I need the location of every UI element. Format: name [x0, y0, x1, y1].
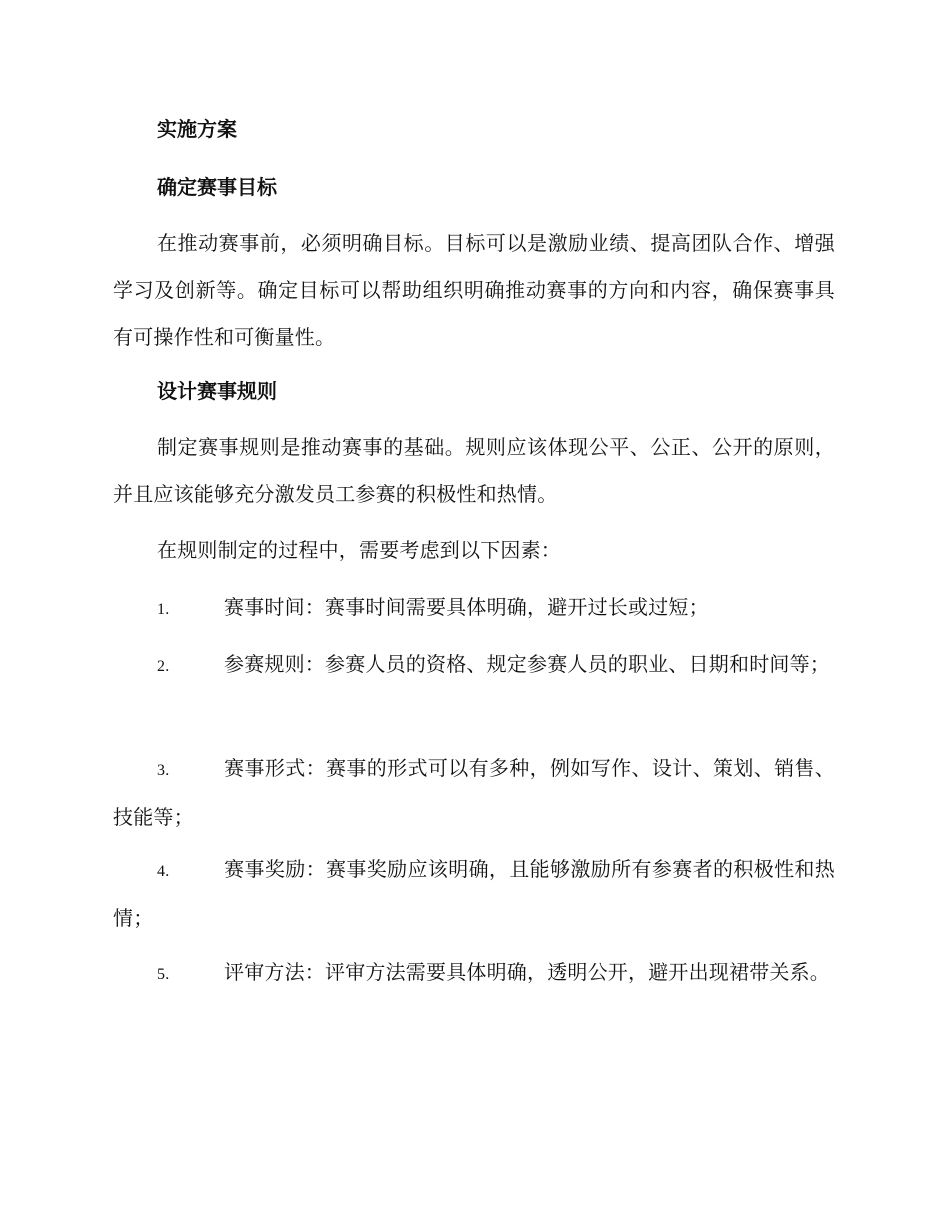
subsection-title-rules: 设计赛事规则 [157, 379, 277, 403]
list-item-number: 5. [157, 966, 170, 983]
section-title: 实施方案 [157, 117, 237, 141]
list-item-number: 3. [157, 762, 170, 779]
list-item [113, 641, 835, 690]
list-item-text: 参赛规则：参赛人员的资格、规定参赛人员的职业、日期和时间等； [224, 652, 830, 676]
list-item-text: 赛事形式：赛事的形式可以有多种，例如写作、设计、策划、销售、技能等； [113, 756, 835, 829]
goals-paragraph: 在推动赛事前，必须明确目标。目标可以是激励业绩、提高团队合作、增强学习及创新等。确定目标可以帮助组织明确推动赛事的方向和内容，确保赛事具有可操作性和可衡量性。 [113, 231, 835, 349]
list-item-text: 赛事奖励：赛事奖励应该明确，且能够激励所有参赛者的积极性和热情； [113, 857, 835, 930]
list-item-number: 1. [157, 601, 170, 618]
list-item-text: 赛事时间：赛事时间需要具体明确，避开过长或过短； [224, 595, 709, 619]
list-item [113, 949, 835, 998]
list-item [113, 584, 835, 633]
list-item [113, 745, 835, 841]
list-item [113, 846, 835, 942]
factors-intro-paragraph: 在规则制定的过程中，需要考虑到以下因素： [157, 538, 561, 562]
subsection-title-goals: 确定赛事目标 [157, 175, 277, 199]
list-item-number: 4. [157, 863, 170, 880]
list-item-number: 2. [157, 658, 170, 675]
list-item-text: 评审方法：评审方法需要具体明确，透明公开，避开出现裙带关系。 [224, 960, 830, 984]
rules-paragraph: 制定赛事规则是推动赛事的基础。规则应该体现公平、公正、公开的原则，并且应该能够充分激发员工参赛的积极性和热情。 [113, 435, 835, 506]
